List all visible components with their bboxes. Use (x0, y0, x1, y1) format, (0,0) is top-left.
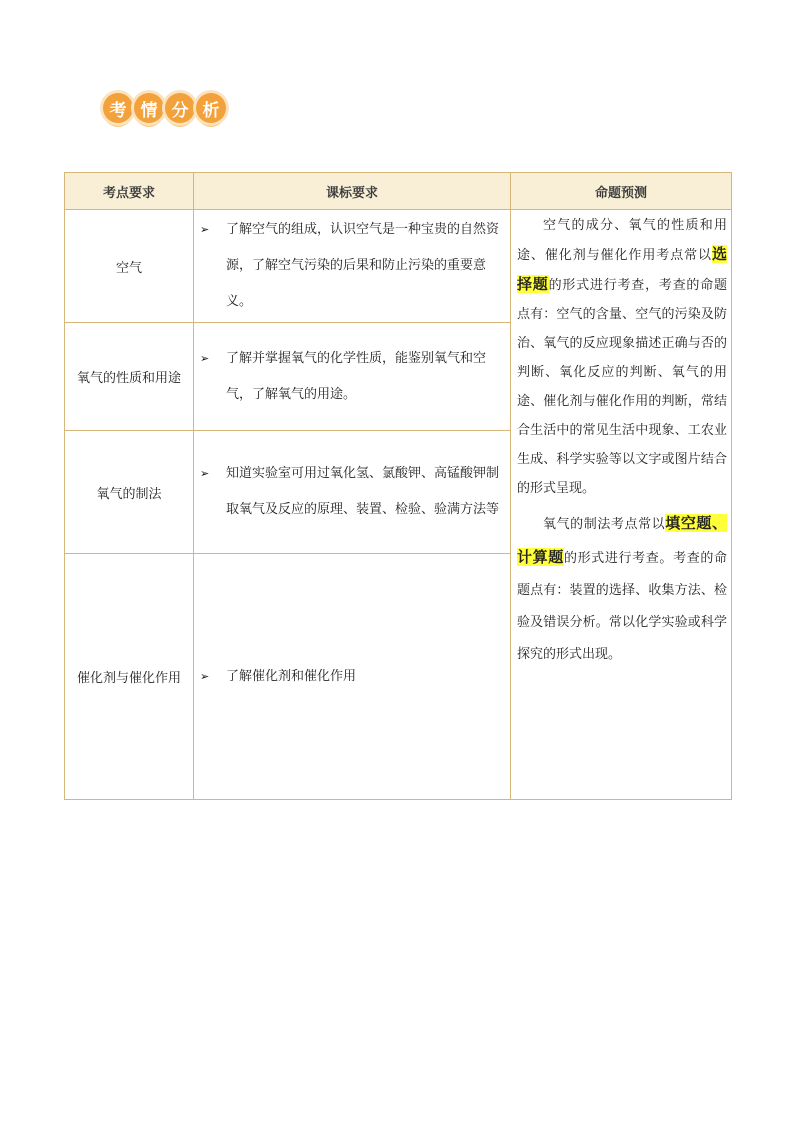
requirement-text: 了解并掌握氧气的化学性质，能鉴别氧气和空气，了解氧气的用途。 (226, 350, 487, 402)
prediction-cell (511, 210, 732, 800)
topic-cell: 氧气的制法 (65, 431, 194, 554)
exam-analysis-table (64, 172, 732, 800)
bullet-arrow-icon: ➢ (200, 351, 210, 365)
title-badge-4: 析 (196, 93, 226, 123)
table-row (65, 210, 732, 323)
requirement-cell (194, 554, 511, 800)
highlight-fill-calc-question: 填空题、计算题 (517, 514, 727, 566)
section-title-badges (103, 93, 227, 123)
bullet-arrow-icon: ➢ (200, 223, 210, 236)
header-requirement: 课标要求 (194, 173, 511, 210)
requirement-text: 知道实验室可用过氧化氢、氯酸钾、高锰酸钾制取氧气及反应的原理、装置、检验、验满方法等 (226, 466, 500, 517)
requirement-text: 了解催化剂和催化作用 (226, 668, 357, 684)
prediction-paragraph-1: 空气的成分、氧气的性质和用途、催化剂与催化作用考点常以选择题的形式进行考查，考查的命题点有：空气的含量、空气的污染及防治、氧气的反应现象描述正确与否的判断、氧化反应的判断、氧气的用途、催化剂与催化作用的判断，常结合生活中的常见生活中现象、工农业生成、科学实验等以文字或图片结合的形式呈现。 (517, 218, 727, 496)
bullet-arrow-icon: ➢ (200, 467, 210, 480)
title-badge-3: 分 (165, 93, 195, 123)
requirement-text: 了解空气的组成，认识空气是一种宝贵的自然资源，了解空气污染的后果和防止污染的重要意义。 (226, 222, 500, 309)
topic-cell: 空气 (65, 210, 194, 323)
prediction-paragraph-2: 氧气的制法考点常以填空题、计算题的形式进行考查。考查的命题点有：装置的选择、收集方法、检验及错误分析。常以化学实验或科学探究的形式出现。 (517, 514, 727, 662)
requirement-cell (194, 323, 511, 431)
requirement-cell (194, 431, 511, 554)
title-badge-2: 情 (134, 93, 164, 123)
bullet-arrow-icon: ➢ (200, 669, 210, 683)
title-badge-1: 考 (103, 93, 133, 123)
header-topic: 考点要求 (65, 173, 194, 210)
header-prediction: 命题预测 (511, 173, 732, 210)
highlight-choice-question: 选择题 (517, 245, 727, 293)
header-row (65, 173, 732, 210)
topic-cell: 催化剂与催化作用 (65, 554, 194, 800)
requirement-cell (194, 210, 511, 323)
topic-cell: 氧气的性质和用途 (65, 323, 194, 431)
